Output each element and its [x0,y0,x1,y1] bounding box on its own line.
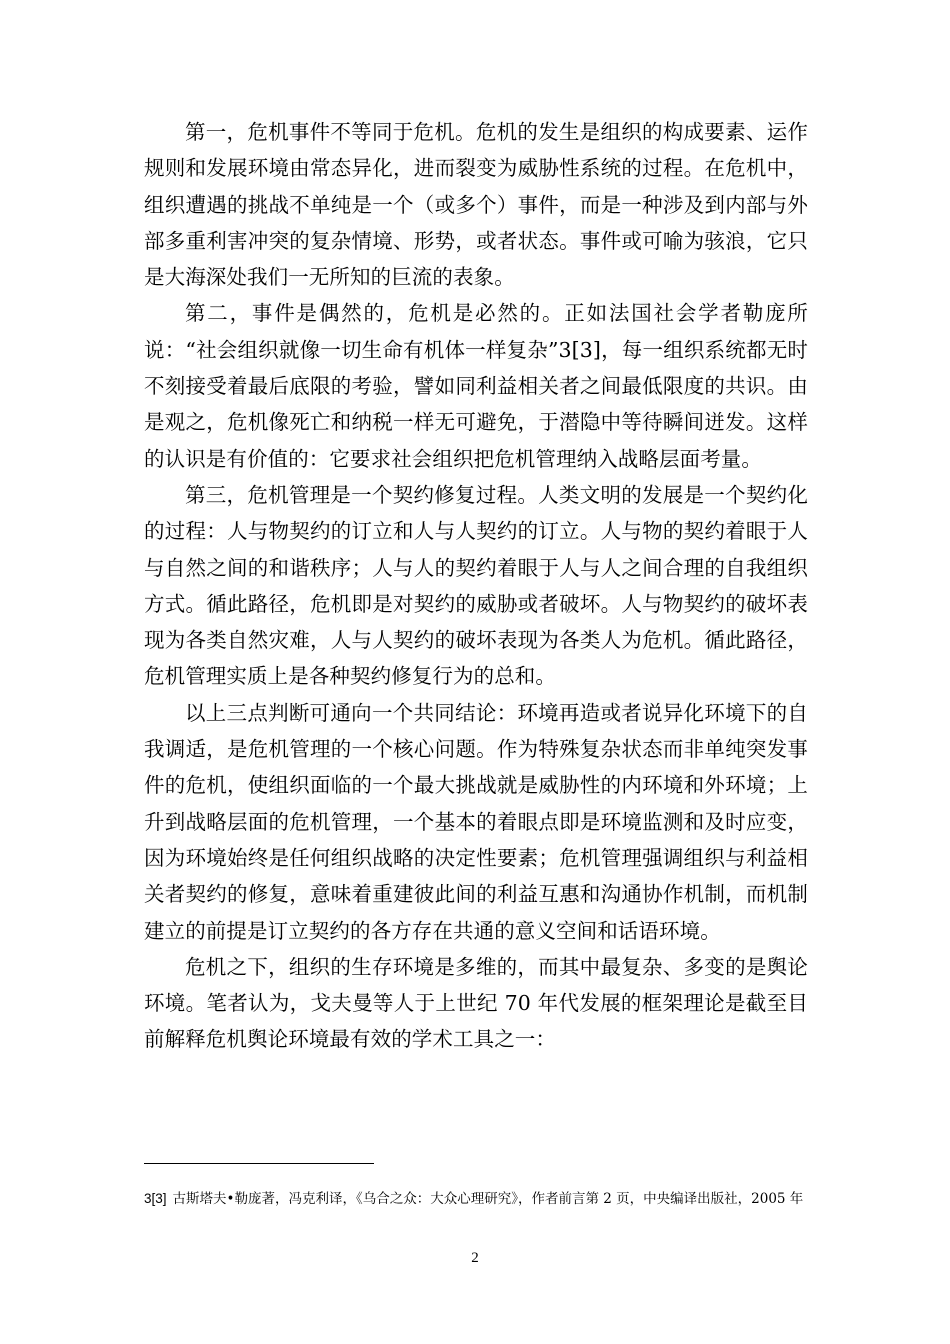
paragraph-4: 以上三点判断可通向一个共同结论：环境再造或者说异化环境下的自我调适，是危机管理的一个核心问题。作为特殊复杂状态而非单纯突发事件的危机，使组织面临的一个最大挑战就是威胁性的内环境和外环境；上升到战略层面的危机管理，一个基本的着眼点即是环境监测和及时应变，因为环境始终是任何组织战略的决定性要素；危机管理强调组织与利益相关者契约的修复，意味着重建彼此间的利益互惠和沟通协作机制，而机制建立的前提是订立契约的各方存在共通的意义空间和话语环境。 [144,700,808,943]
paragraph-5: 危机之下，组织的生存环境是多维的，而其中最复杂、多变的是舆论环境。笔者认为，戈夫曼等人于上世纪 70 年代发展的框架理论是截至目前解释危机舆论环境最有效的学术工具之一： [144,954,808,1052]
paragraph-1: 第一，危机事件不等同于危机。危机的发生是组织的构成要素、运作规则和发展环境由常态异化，进而裂变为威胁性系统的过程。在危机中，组织遭遇的挑战不单纯是一个（或多个）事件，而是一种涉及到内部与外部多重利害冲突的复杂情境、形势，或者状态。事件或可喻为骇浪，它只是大海深处我们一无所知的巨流的表象。 [144,120,808,290]
body-text [144,114,808,1058]
footnote [144,1185,808,1213]
page-number: 2 [471,1250,479,1266]
footnote-divider [144,1163,374,1164]
footnote-marker: 3[3] [144,1191,167,1206]
footnote-text: 古斯塔夫•勒庞著，冯克利译，《乌合之众：大众心理研究》，作者前言第 2 页，中央编译出版社，2005 年 [172,1191,804,1207]
paragraph-2: 第二，事件是偶然的，危机是必然的。正如法国社会学者勒庞所说：“社会组织就像一切生命有机体一样复杂”3[3]，每一组织系统都无时不刻接受着最后底限的考验，譬如同利益相关者之间最低限度的共识。由是观之，危机像死亡和纳税一样无可避免，于潜隐中等待瞬间迸发。这样的认识是有价值的：它要求社会组织把危机管理纳入战略层面考量。 [144,301,808,471]
paragraph-3: 第三，危机管理是一个契约修复过程。人类文明的发展是一个契约化的过程：人与物契约的订立和人与人契约的订立。人与物的契约着眼于人与自然之间的和谐秩序；人与人的契约着眼于人与人之间合理的自我组织方式。循此路径，危机即是对契约的威胁或者破坏。人与物契约的破坏表现为各类自然灾难，人与人契约的破坏表现为各类人为危机。循此路径，危机管理实质上是各种契约修复行为的总和。 [144,482,808,689]
